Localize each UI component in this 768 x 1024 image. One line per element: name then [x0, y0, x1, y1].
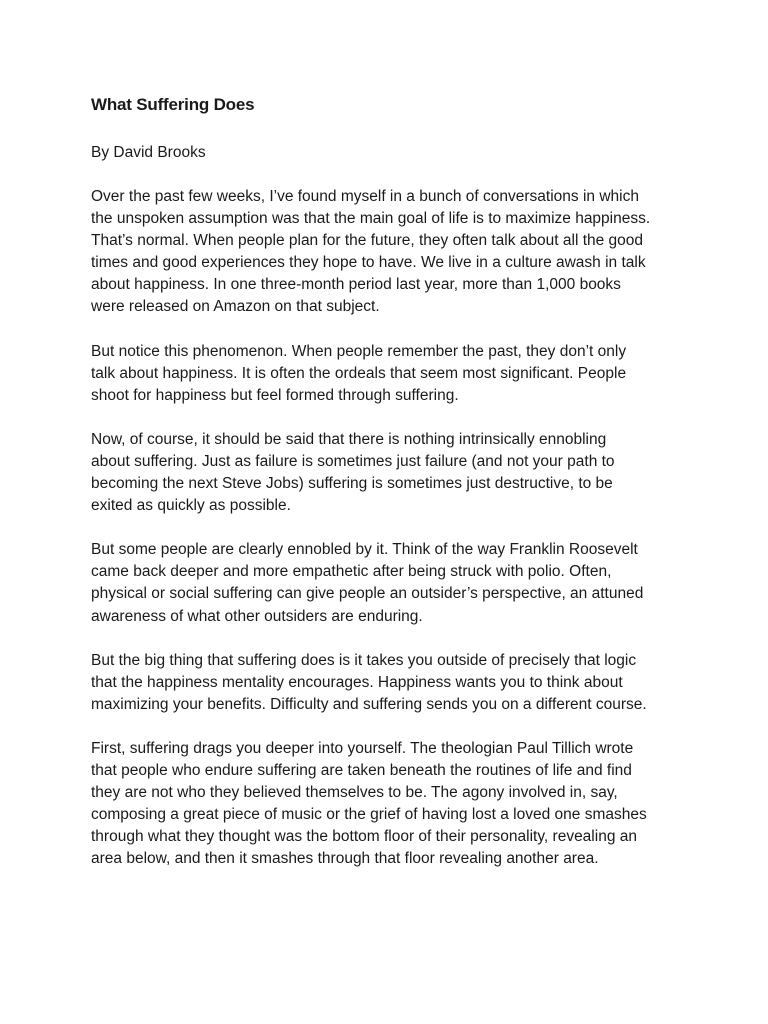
text-line: maximizing your benefits. Difficulty and suffering sends you on a different course.: [91, 695, 647, 713]
text-line: shoot for happiness but feel formed through suffering.: [91, 386, 459, 404]
article-byline: By David Brooks: [91, 144, 206, 161]
text-line: composing a great piece of music or the grief of having lost a loved one smashes: [91, 806, 647, 824]
article-title: What Suffering Does: [91, 95, 255, 114]
text-line: physical or social suffering can give people an outsider’s perspective, an attuned: [91, 585, 644, 603]
text-line: that people who endure suffering are taken beneath the routines of life and find: [91, 761, 632, 779]
text-line: about happiness. In one three-month period last year, more than 1,000 books: [91, 276, 621, 294]
paragraph-5: [91, 650, 691, 716]
text-line: they are not who they believed themselves to be. The agony involved in, say,: [91, 784, 618, 802]
text-line: about suffering. Just as failure is sometimes just failure (and not your path to: [91, 452, 615, 470]
text-line: But the big thing that suffering does is it takes you outside of precisely that logic: [91, 651, 637, 669]
text-line: First, suffering drags you deeper into yourself. The theologian Paul Tillich wrote: [91, 739, 634, 757]
text-line: awareness of what other outsiders are enduring.: [91, 607, 423, 625]
text-line: But notice this phenomenon. When people remember the past, they don’t only: [91, 342, 627, 360]
text-line: through what they thought was the bottom floor of their personality, revealing an: [91, 828, 637, 846]
text-line: came back deeper and more empathetic after being struck with polio. Often,: [91, 563, 612, 581]
text-line: becoming the next Steve Jobs) suffering is sometimes just destructive, to be: [91, 475, 613, 493]
text-line: Over the past few weeks, I’ve found myself in a bunch of conversations in which: [91, 188, 639, 205]
text-line: that the happiness mentality encourages. Happiness wants you to think about: [91, 673, 623, 691]
paragraph-4: [91, 539, 691, 627]
text-line: That’s normal. When people plan for the future, they often talk about all the good: [91, 232, 644, 250]
paragraph-6: [91, 738, 691, 871]
text-line: But some people are clearly ennobled by it. Think of the way Franklin Roosevelt: [91, 541, 638, 559]
text-line: Now, of course, it should be said that there is nothing intrinsically ennobling: [91, 430, 607, 448]
text-line: talk about happiness. It is often the ordeals that seem most significant. People: [91, 364, 627, 382]
document-body: [91, 93, 691, 892]
text-line: were released on Amazon on that subject.: [91, 298, 380, 316]
text-line: area below, and then it smashes through that floor revealing another area.: [91, 850, 599, 868]
paragraph-1: [91, 186, 691, 319]
paragraph-2: [91, 341, 691, 407]
text-line: times and good experiences they hope to have. We live in a culture awash in talk: [91, 254, 646, 272]
text-line: the unspoken assumption was that the main goal of life is to maximize happiness.: [91, 210, 651, 228]
text-line: exited as quickly as possible.: [91, 497, 291, 515]
paragraph-3: [91, 429, 691, 517]
